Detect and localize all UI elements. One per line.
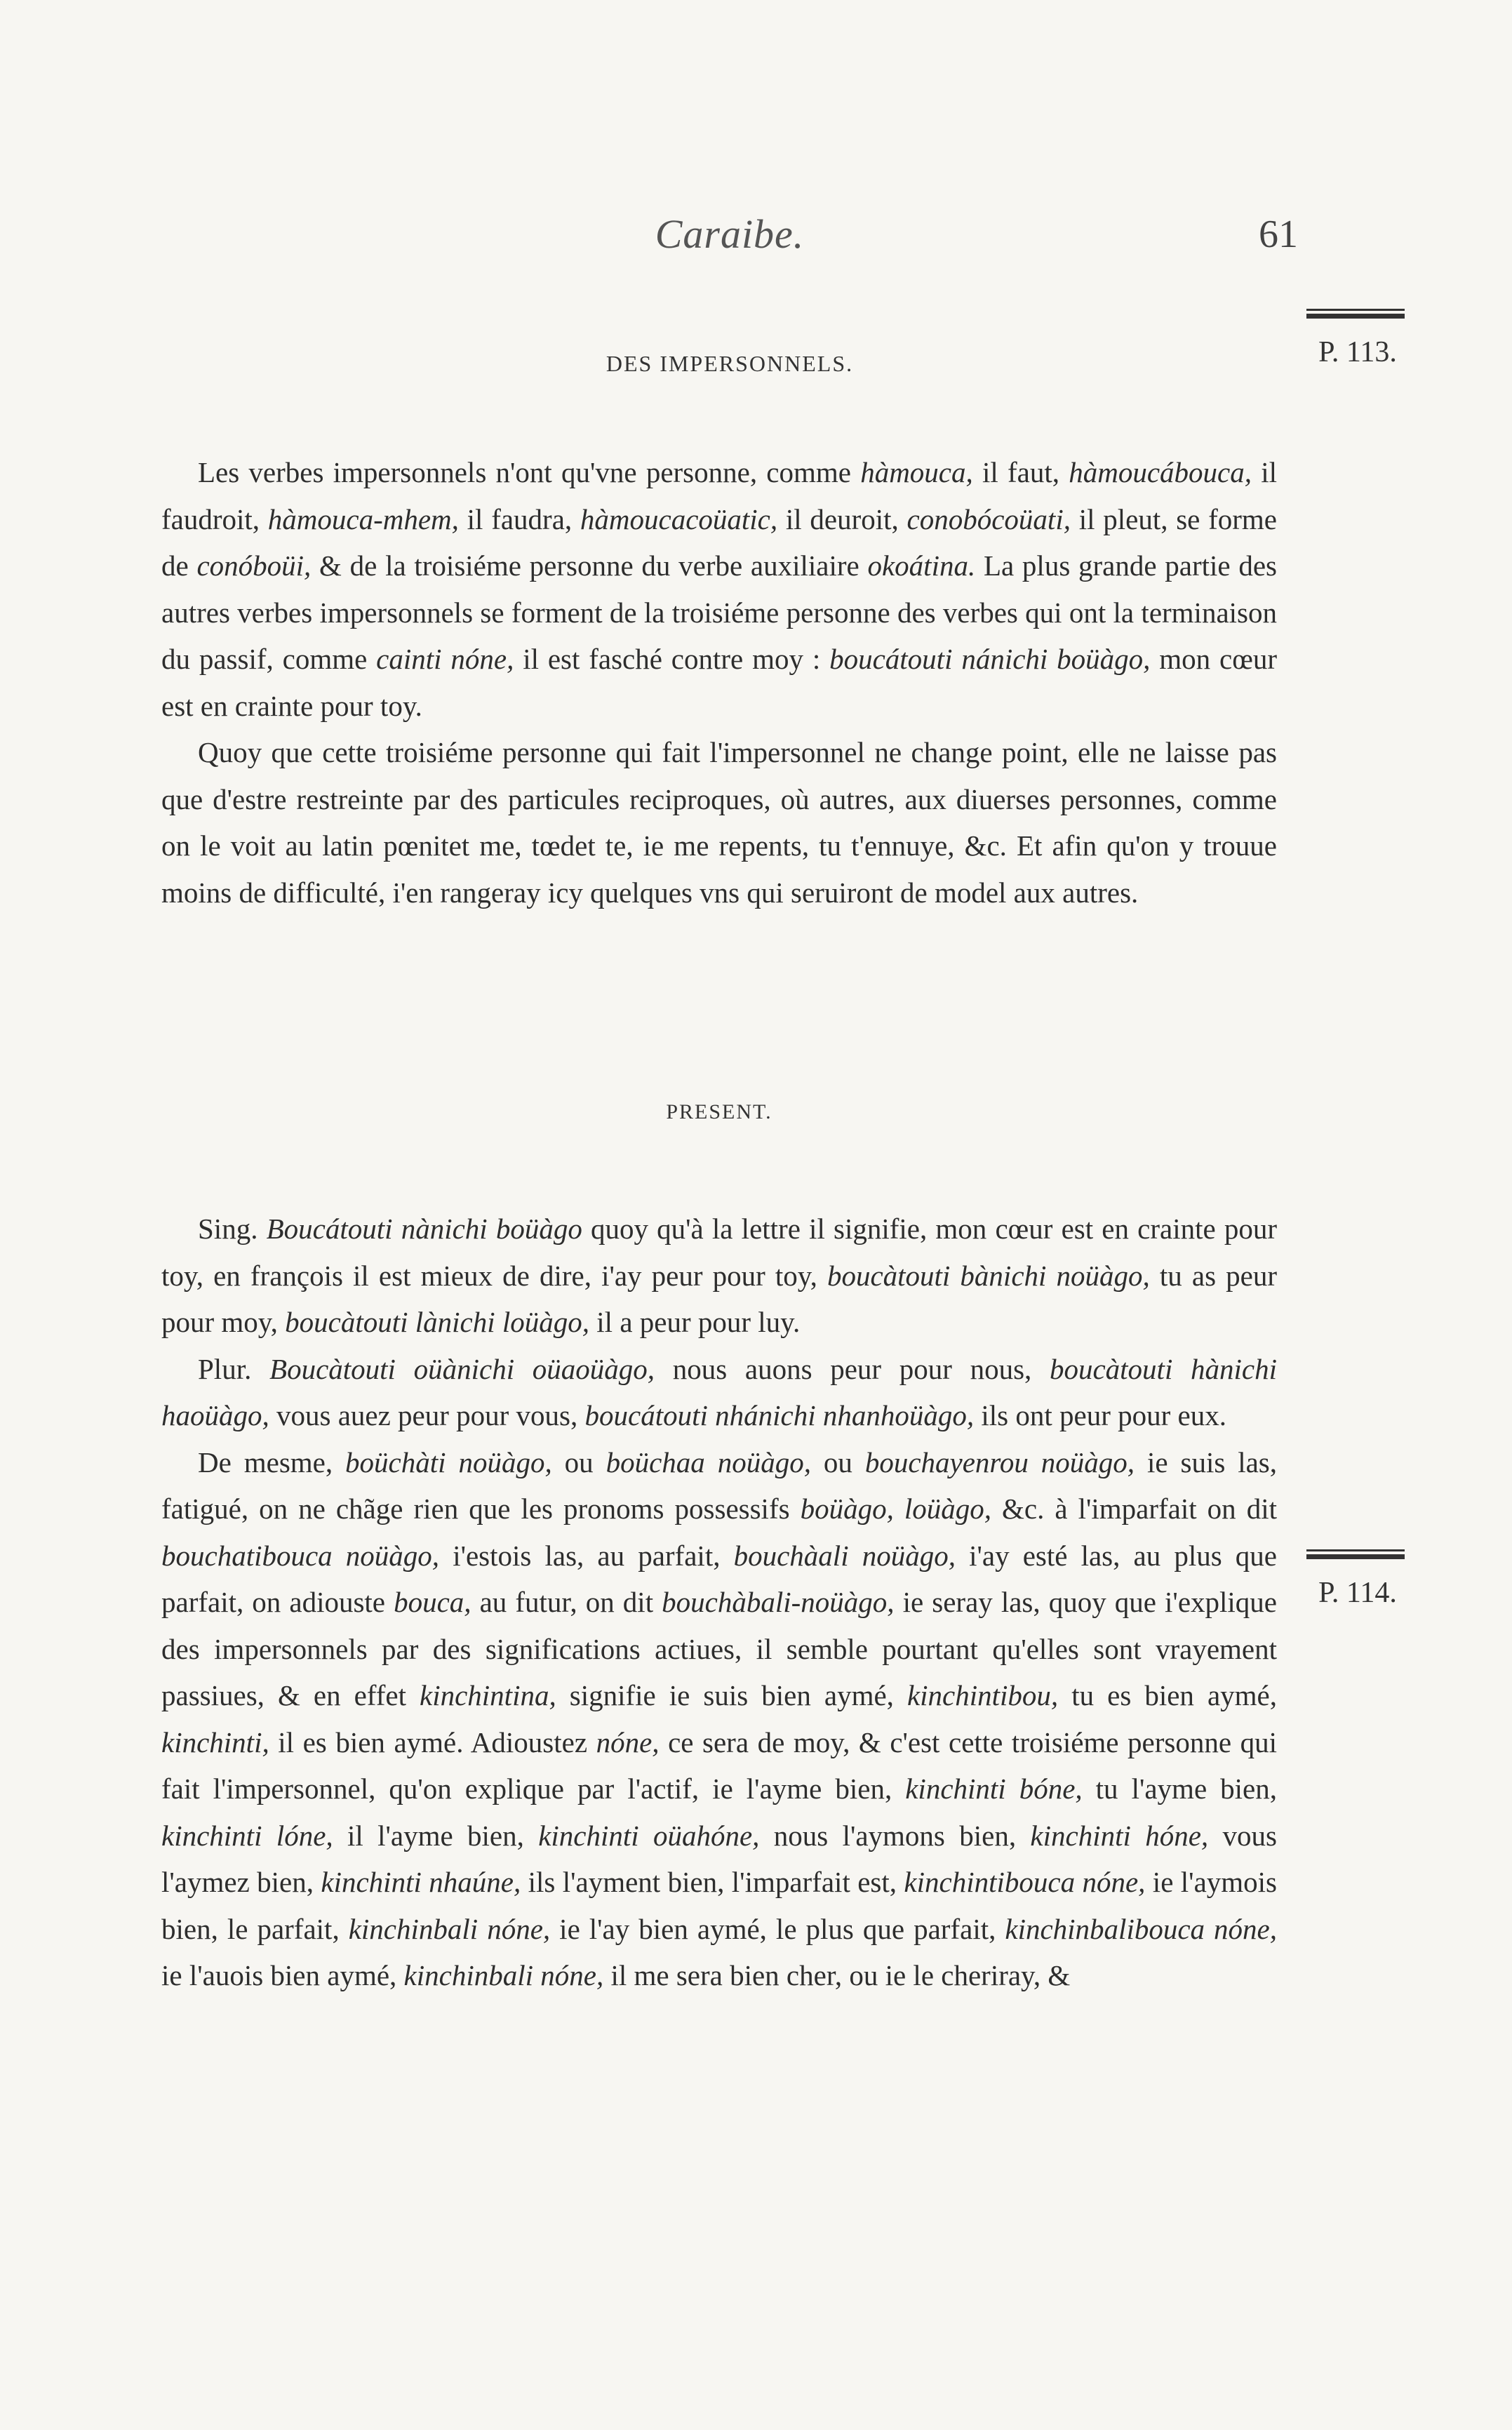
margin-note-p113: P. 113. (1318, 336, 1397, 368)
italic-term: kinchinti lóne, (161, 1819, 333, 1852)
body-text-block-2 (161, 1206, 1277, 1999)
italic-term: kinchintibouca nóne, (904, 1866, 1146, 1898)
italic-term: hàmouca, (860, 456, 973, 488)
italic-term: boucàtouti bànichi noüàgo, (827, 1259, 1150, 1292)
text-run: ou (810, 1446, 865, 1478)
text-run: il pleut, se forme de (161, 502, 1278, 582)
italic-term: bouca, (394, 1586, 471, 1618)
italic-term: kinchinti bóne, (905, 1773, 1083, 1805)
italic-term: conobócoüati, (906, 502, 1071, 535)
italic-term: bouchàbali-noüàgo, (662, 1586, 895, 1618)
text-run: nous l'aymons bien, (759, 1819, 1031, 1852)
text-run: vous l'aymez bien, (161, 1819, 1277, 1898)
text-run: Plur. (198, 1352, 270, 1385)
paragraph (161, 729, 1277, 916)
paragraph (161, 1346, 1277, 1439)
margin-rule (1306, 1549, 1405, 1559)
italic-term: kinchinti, (161, 1725, 269, 1758)
text-run: il est fasché contre moy : (514, 643, 830, 675)
text-run: ils ont peur pour eux. (974, 1399, 1226, 1431)
italic-term: boüchaa noüàgo, (606, 1446, 811, 1478)
paragraph (161, 1439, 1277, 1999)
text-run: signifie ie suis bien aymé, (556, 1679, 907, 1711)
italic-term: okoátina. (867, 549, 976, 582)
italic-term: Boucàtouti oüànichi oüaoüàgo, (269, 1352, 655, 1385)
italic-term: nóne, (596, 1725, 660, 1758)
running-head (161, 211, 1298, 267)
text-run: ce sera de moy, & c'est cette troisiéme personne qui fait l'impersonnel, qu'on explique par l'actif, ie l'ayme bien, (161, 1725, 1277, 1805)
italic-term: boucátouti nhánichi nhanhoüàgo, (584, 1399, 975, 1431)
text-run: il faut, (972, 456, 1069, 488)
italic-term: cainti nóne, (376, 643, 514, 675)
italic-term: kinchinti nhaúne, (321, 1866, 521, 1898)
text-run: ou (551, 1446, 606, 1478)
text-run: i'estois las, au parfait, (439, 1539, 734, 1572)
text-run: De mesme, (198, 1446, 346, 1478)
italic-term: kinchinbali nóne, (403, 1959, 604, 1991)
text-run: il a peur pour luy. (589, 1306, 801, 1338)
text-run: Quoy que cette troisiéme personne qui fait l'impersonnel ne change point, elle ne laisse pas que d'estre restreinte par des particules reciproques, où autres, aux diuerses personnes, comme on le voit au latin pœnitet me, tœdet te, ie me repents, tu t'ennuye, &c. Et afin qu'on y trouue moins de difficulté, i'en rangeray icy quelques vns qui seruiront de model aux autres. (161, 736, 1277, 909)
present-heading: PRESENT. (666, 1100, 772, 1123)
section-heading: DES IMPERSONNELS. (606, 351, 854, 376)
italic-term: boüchàti noüàgo, (345, 1446, 552, 1478)
italic-term: hàmoucacoüatic, (580, 502, 778, 535)
italic-term: boucàtouti hànichi haoüàgo, (161, 1352, 1278, 1431)
text-run: il faudroit, (161, 456, 1277, 535)
text-run: il me sera bien cher, ou ie le cheriray, & (603, 1959, 1071, 1991)
text-run: &c. à l'imparfait on dit (991, 1493, 1277, 1525)
italic-term: bouchayenrou noüàgo, (864, 1446, 1135, 1478)
text-run: ie seray las, quoy que i'explique des impersonnels par des significations actiues, il semble pourtant qu'elles sont vrayement passiues, & en effet (161, 1586, 1277, 1711)
italic-term: Boucátouti nànichi boüàgo (266, 1213, 582, 1245)
italic-term: boucátouti nánichi boüàgo, (829, 643, 1151, 675)
italic-term: boucàtouti lànichi loüàgo, (285, 1306, 590, 1338)
running-title: Caraibe. (655, 211, 805, 257)
text-run: quoy qu'à la lettre il signifie, mon cœur est en crainte pour toy, en françois il est mieux de dire, i'ay peur pour toy, (161, 1213, 1277, 1292)
text-run: La plus grande partie des autres verbes impersonnels se forment de la troisiéme personne des verbes qui ont la terminaison du passif, comme (161, 549, 1277, 675)
text-run: mon cœur est en crainte pour toy. (161, 643, 1277, 722)
text-run: nous auons peur pour nous, (655, 1352, 1050, 1385)
italic-term: kinchinbali nóne, (348, 1912, 551, 1945)
text-run: ie l'ay bien aymé, le plus que parfait, (550, 1912, 1005, 1945)
text-run: il es bien aymé. Adioustez (269, 1725, 596, 1758)
text-run: il l'ayme bien, (333, 1819, 539, 1852)
text-run: Les verbes impersonnels n'ont qu'vne personne, comme (198, 456, 861, 488)
paragraph (161, 449, 1277, 729)
margin-rule (1306, 309, 1405, 319)
italic-term: kinchintina, (420, 1679, 556, 1711)
text-run: tu es bien aymé, (1058, 1679, 1277, 1711)
italic-term: kinchinti oüahóne, (538, 1819, 760, 1852)
italic-term: boüàgo, loüàgo, (800, 1493, 991, 1525)
page-number: 61 (1259, 213, 1298, 256)
italic-term: hàmoucábouca, (1069, 456, 1252, 488)
text-run: ie suis las, fatigué, on ne chãge rien que les pronoms possessifs (161, 1446, 1278, 1525)
paragraph (161, 1206, 1277, 1346)
text-run: il deuroit, (777, 502, 907, 535)
italic-term: kinchinbalibouca nóne, (1005, 1912, 1277, 1945)
text-run: & de la troisiéme personne du verbe auxiliaire (311, 549, 868, 582)
text-run: il faudra, (458, 502, 580, 535)
text-run: au futur, on dit (471, 1586, 662, 1618)
text-run: Sing. (198, 1213, 267, 1245)
text-run: tu l'ayme bien, (1082, 1773, 1277, 1805)
text-run: ie l'aymois bien, le parfait, (161, 1866, 1278, 1945)
text-run: vous auez peur pour vous, (269, 1399, 585, 1431)
italic-term: hàmouca-mhem, (267, 502, 459, 535)
italic-term: bouchatibouca noüàgo, (161, 1539, 440, 1572)
text-run: tu as peur pour moy, (161, 1259, 1277, 1338)
italic-term: conóboüi, (196, 549, 312, 582)
italic-term: bouchàali noüàgo, (733, 1539, 956, 1572)
italic-term: kinchintibou, (906, 1679, 1059, 1711)
body-text-block-1 (161, 449, 1277, 916)
margin-note-p114: P. 114. (1318, 1577, 1397, 1609)
text-run: i'ay esté las, au plus que parfait, on adiouste (161, 1539, 1277, 1618)
text-run: ils l'ayment bien, l'imparfait est, (521, 1866, 904, 1898)
italic-term: kinchinti hóne, (1030, 1819, 1209, 1852)
text-run: ie l'auois bien aymé, (161, 1959, 404, 1991)
